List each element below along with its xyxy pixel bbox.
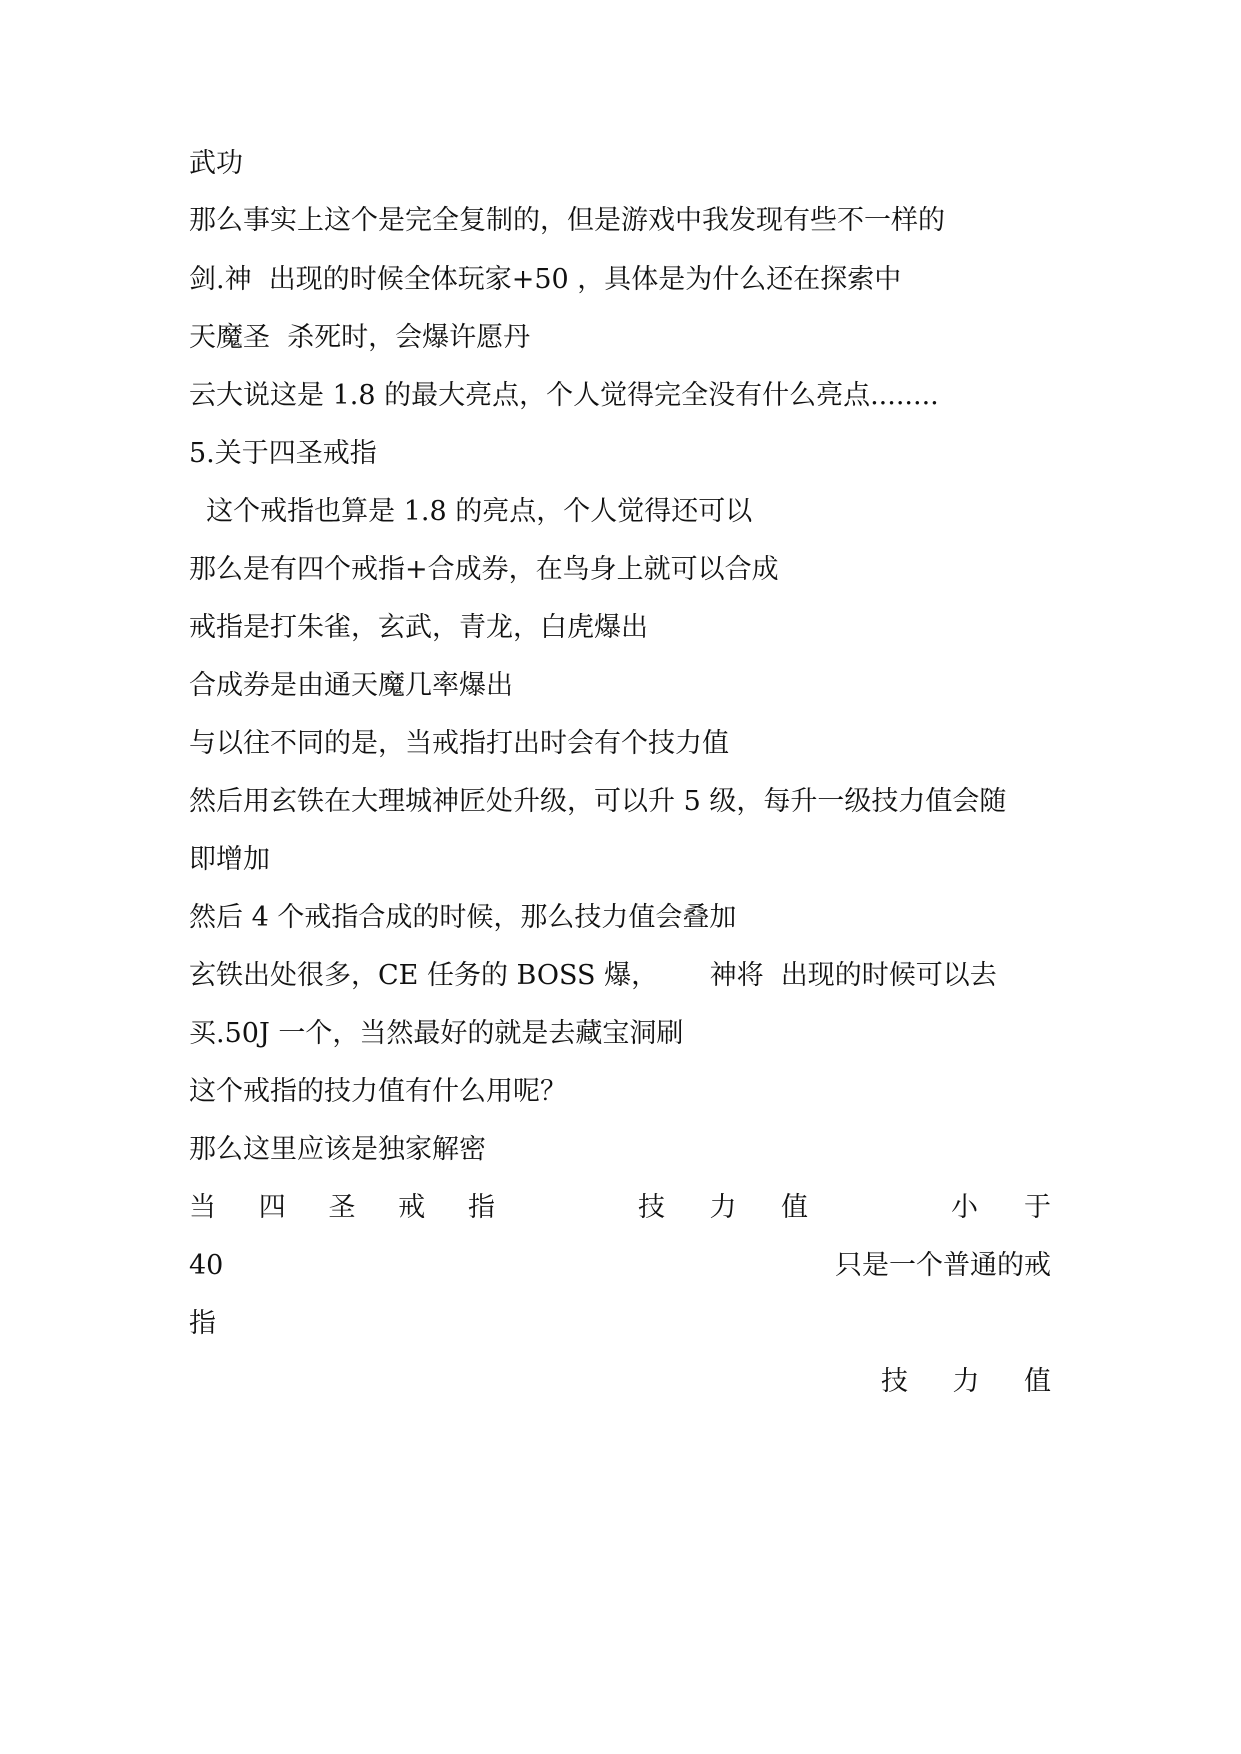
text-line-15: 玄铁出处很多，CE 任务的 BOSS 爆， 神将 出现的时候可以去 xyxy=(189,960,997,991)
text-line-10: 合成券是由通天魔几率爆出 xyxy=(189,670,513,701)
value-40: 40 xyxy=(189,1250,224,1281)
text-line-when-row xyxy=(189,1190,1051,1226)
when-part-1: 当 四 圣 戒 指 xyxy=(189,1192,495,1223)
text-line-11: 与以往不同的是，当戒指打出时会有个技力值 xyxy=(189,728,729,759)
text-line-9: 戒指是打朱雀，玄武，青龙，白虎爆出 xyxy=(189,612,648,643)
text-line-40-row xyxy=(189,1248,1051,1284)
text-line-18: 那么这里应该是独家解密 xyxy=(189,1134,486,1165)
section-heading: 5.关于四圣戒指 xyxy=(189,438,377,469)
text-line-12: 然后用玄铁在大理城神匠处升级，可以升 5 级，每升一级技力值会随 xyxy=(189,786,1007,817)
text-line-2: 那么事实上这个是完全复制的，但是游戏中我发现有些不一样的 xyxy=(189,205,945,236)
text-line-3: 剑.神 出现的时候全体玩家+50 ，具体是为什么还在探索中 xyxy=(189,264,902,295)
when-part-3: 小 于 xyxy=(951,1192,1051,1223)
text-line-13: 即增加 xyxy=(189,844,270,875)
text-line-14: 然后 4 个戒指合成的时候，那么技力值会叠加 xyxy=(189,902,737,933)
text-line-4: 天魔圣 杀死时，会爆许愿丹 xyxy=(189,322,531,353)
ordinary-ring-text: 只是一个普通的戒 xyxy=(835,1250,1051,1281)
text-line-5: 云大说这是 1.8 的最大亮点，个人觉得完全没有什么亮点........ xyxy=(189,380,939,411)
text-line-zhi: 指 xyxy=(189,1308,216,1339)
text-line-last-row xyxy=(189,1364,1051,1400)
text-line-8: 那么是有四个戒指+合成券，在鸟身上就可以合成 xyxy=(189,554,779,585)
text-line-7: 这个戒指也算是 1.8 的亮点，个人觉得还可以 xyxy=(189,496,753,527)
text-line-16: 买.50J 一个，当然最好的就是去藏宝洞刷 xyxy=(189,1018,684,1049)
text-line-17: 这个戒指的技力值有什么用呢？ xyxy=(189,1076,567,1107)
when-part-2: 技 力 值 xyxy=(638,1192,808,1223)
text-line-1: 武功 xyxy=(189,148,243,179)
last-row-words: 技 力 值 xyxy=(881,1366,1051,1397)
